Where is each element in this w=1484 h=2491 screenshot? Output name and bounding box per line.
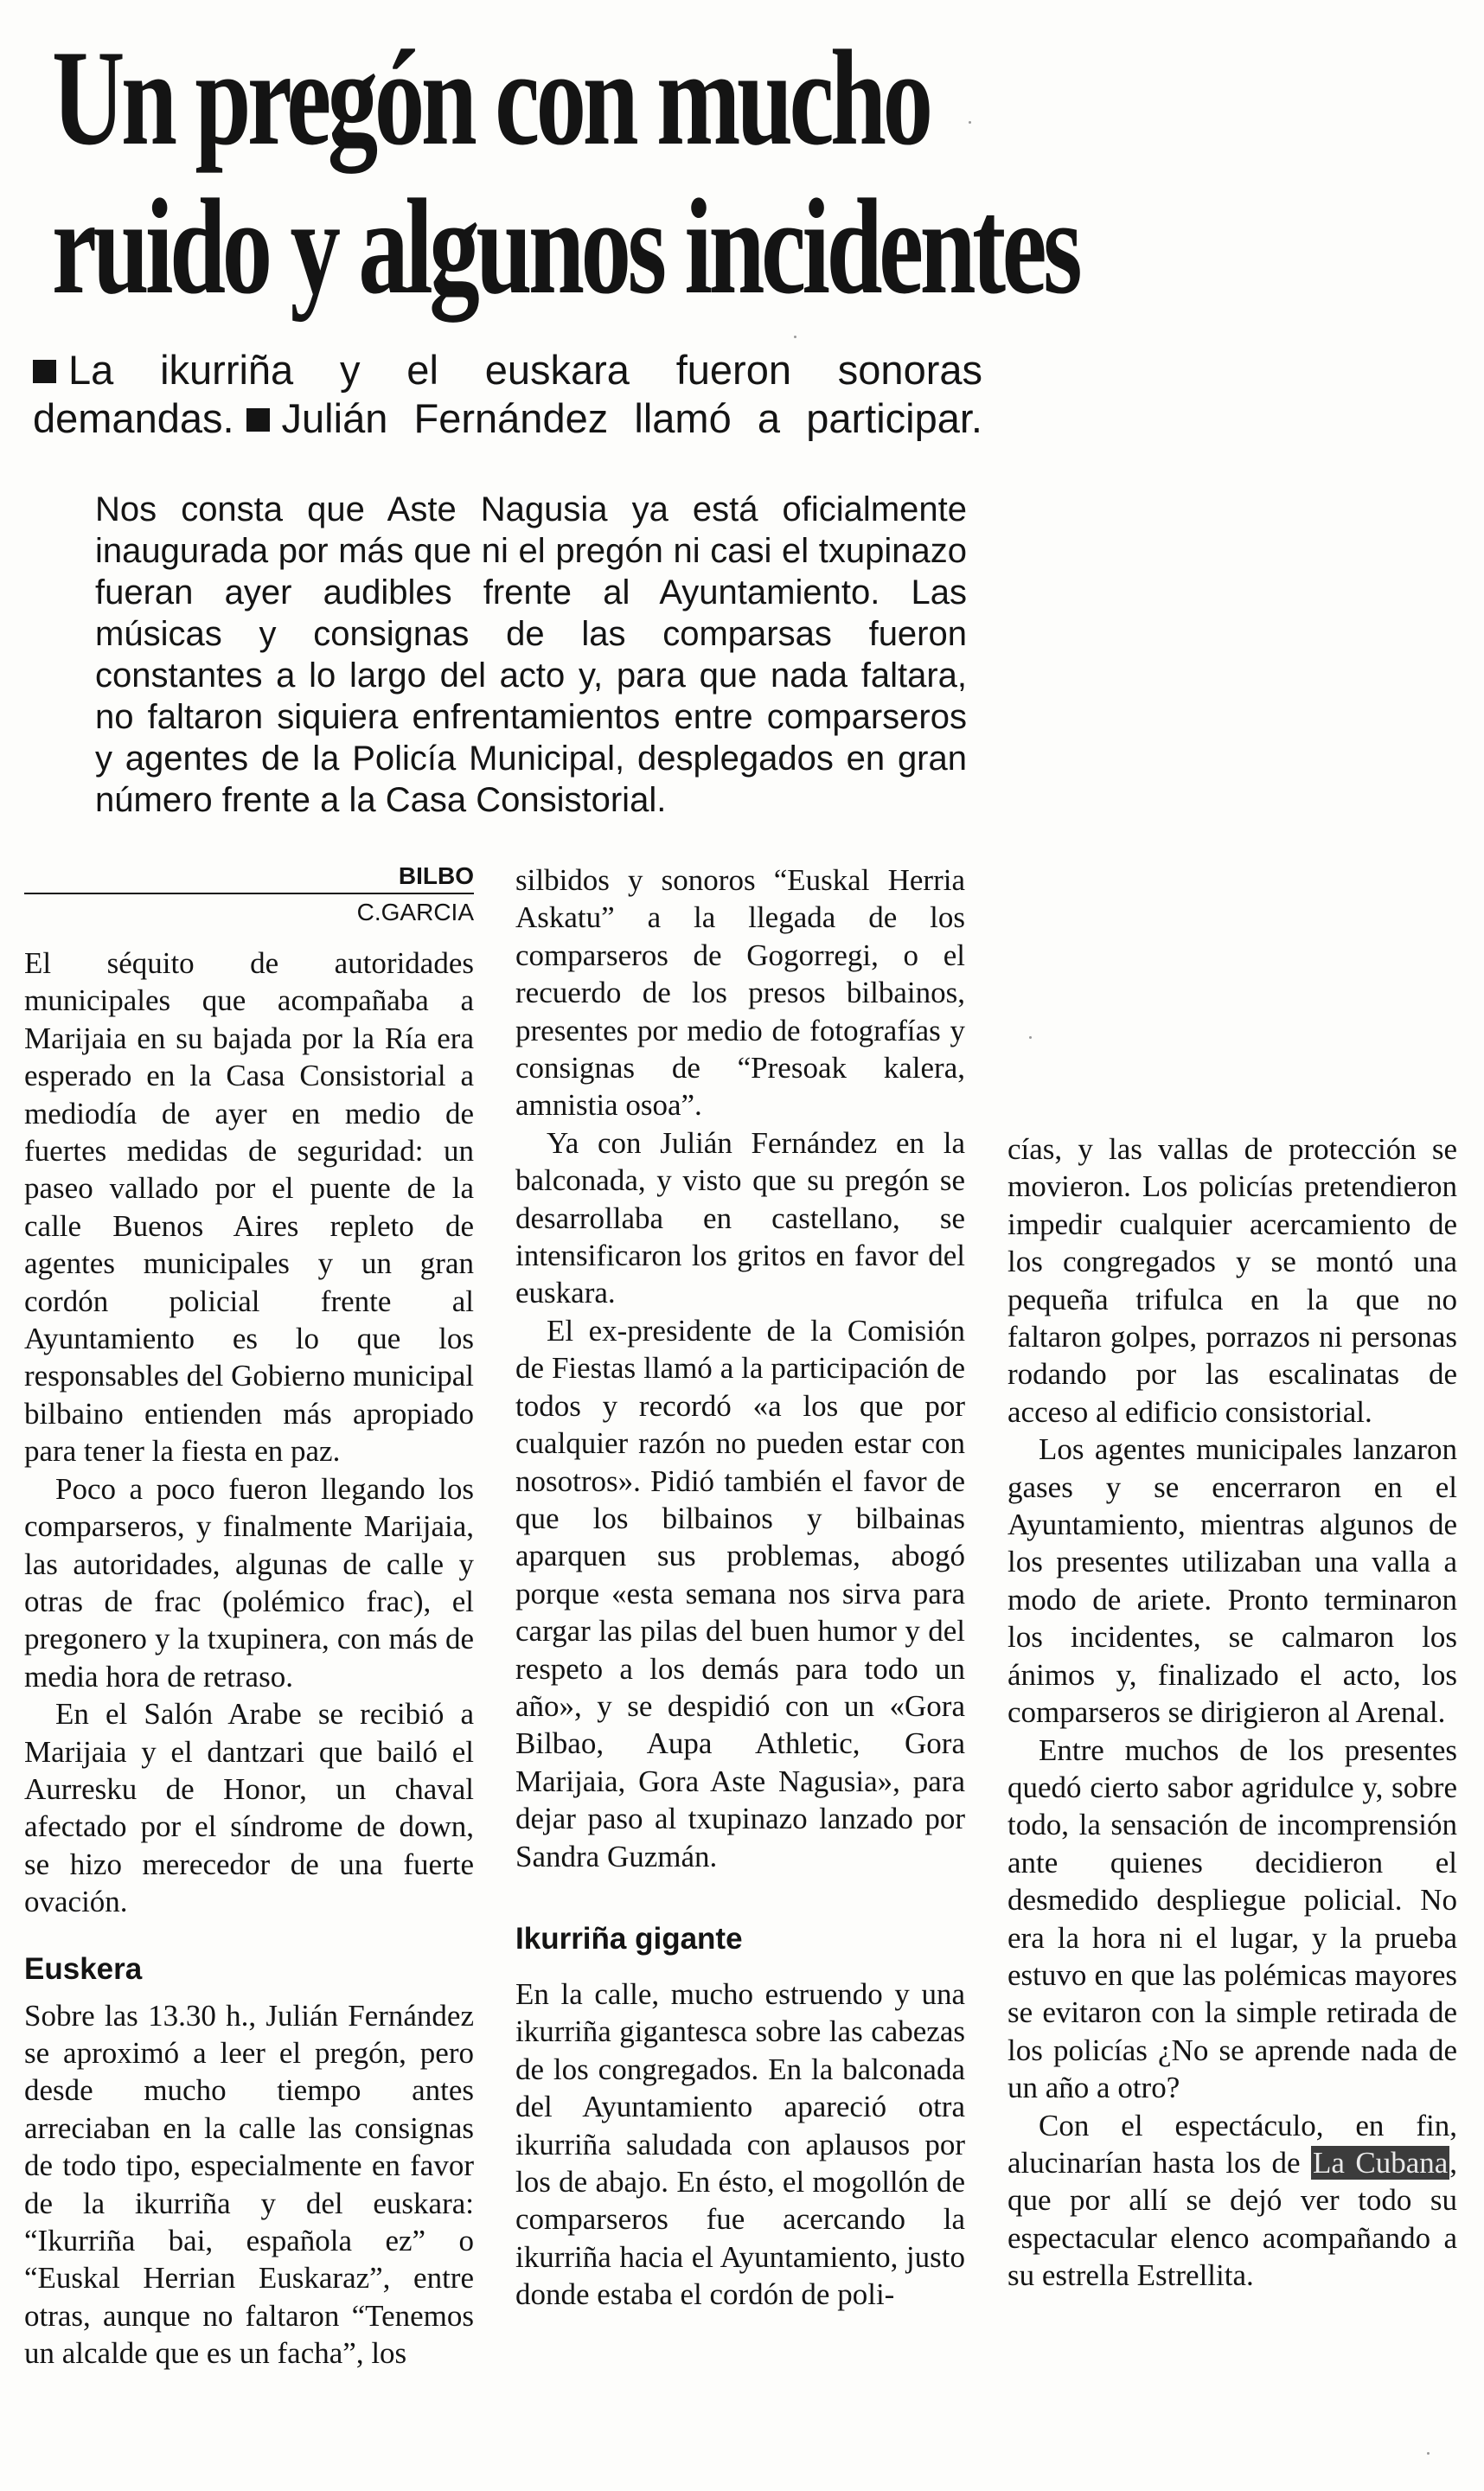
column-2 xyxy=(515,861,965,2314)
paragraph: En el Salón Arabe se recibió a Marijaia y el dantzari que bailó el Aurresku de Honor, un chaval afectado por el síndrome de down, se hizo merecedor de una fuerte ovación. xyxy=(24,1697,474,1919)
column-3 xyxy=(1007,1130,1457,2295)
subtitle xyxy=(33,346,982,443)
text: Con el espectáculo, en fin, alucinarían hasta los de xyxy=(1007,2108,1457,2180)
paragraph: Poco a poco fueron llegando los comparseros, y finalmente Marijaia, las autoridades, algunas de calle y otras de frac (polémico frac), el pregonero y la txupinera, con más de media hora de retraso. xyxy=(24,1471,474,1694)
subtitle-part-1: La ikurriña y el euskara fueron sonoras demandas. xyxy=(33,347,982,441)
paragraph: En la calle, mucho estruendo y una ikurriña gigantesca sobre las cabezas de los congregados. En la balconada del Ayuntamiento apareció otra ikurriña saludada con aplausos por los de abajo. En ésto, el mogollón de comparseros fue acercando la ikurriña hacia el Ayuntamiento, justo donde estaba el cordón de poli- xyxy=(515,1976,965,2312)
lead-paragraph: Nos consta que Aste Nagusia ya está oficialmente inaugurada por más que ni el pregón ni casi el txupinazo fueran ayer audibles frente al Ayuntamiento. Las músicas y consignas de las comparsas fueron constantes a lo largo del acto y, para que nada faltara, no faltaron siquiera enfrentamientos entre comparseros y agentes de la Policía Municipal, desplegados en gran número frente a la Casa Consistorial. xyxy=(95,490,967,819)
scan-speck xyxy=(794,336,796,338)
subtitle-part-2: Julián Fernández llamó a participar. xyxy=(281,395,982,441)
square-bullet-icon xyxy=(33,360,56,383)
paragraph: El séquito de autoridades municipales que acompañaba a Marijaia en su bajada por la Ría era esperado en la Casa Consistorial a mediodía de ayer en medio de fuertes medidas de seguridad: un paseo vallado por el puente de la calle Buenos Aires repleto de agentes municipales y un gran cordón policial frente al Ayuntamiento es lo que los responsables del Gobierno municipal bilbaino entienden más apropiado para tener la fiesta en paz. xyxy=(24,946,475,1469)
scan-speck xyxy=(969,121,971,124)
scan-speck xyxy=(1427,2452,1430,2455)
paragraph: Sobre las 13.30 h., Julián Fernández se aproximó a leer el pregón, pero desde mucho tiempo antes arreciaban en la calle las consignas de todo tipo, especialmente en favor de la ikurriña y del euskara: “Ikurriña bai, española ez” o “Euskal Herrian Euskaraz”, entre otras, aunque no faltaron “Tenemos un alcalde que es un facha”, los xyxy=(24,1998,474,2371)
paragraph: Ya con Julián Fernández en la balconada, y visto que su pregón se desarrollaba en castellano, se intensificaron los gritos en favor del euskara. xyxy=(515,1125,965,1310)
headline xyxy=(52,22,1079,323)
byline-rule xyxy=(24,893,474,894)
paragraph: silbidos y sonoros “Euskal Herria Askatu” a la llegada de los comparseros de Gogorregi, o el recuerdo de los presos bilbainos, presentes por medio de fotografías y consignas de “Presoak kalera, amnistia osoa”. xyxy=(515,863,965,1123)
column-1 xyxy=(24,945,474,2373)
byline-author: C.GARCIA xyxy=(356,899,474,925)
section-heading-euskera: Euskera xyxy=(24,1951,143,1986)
paragraph: El ex-presidente de la Comisión de Fiestas llamó a la participación de todos y recordó «a los que por cualquier razón no pueden estar con nosotros». Pidió también el favor de que los bilbainos y bilbainas aparquen sus problemas, abogó porque «esta semana nos sirva para cargar las pilas del buen humor y del respeto a los demás para todo un año», y se despidió con un «Gora Bilbao, Aupa Athletic, Gora Marijaia, Gora Aste Nagusia», para dejar paso al txupinazo lanzado por Sandra Guzmán. xyxy=(515,1313,965,1873)
headline-line-1: Un pregón con mucho xyxy=(52,22,930,174)
scan-speck xyxy=(1029,1036,1032,1039)
section-heading-ikurrina-gigante: Ikurriña gigante xyxy=(515,1921,743,1956)
paragraph: Entre muchos de los presentes quedó cierto sabor agridulce y, sobre todo, la sensación de incomprensión ante quienes decidieron el desmedido despliegue policial. No era la hora ni el lugar, y la prueba estuvo en que las polémicas mayores se evitaron con la simple retirada de los policías ¿No se aprende nada de un año a otro? xyxy=(1007,1732,1457,2105)
headline-line-2: ruido y algunos incidentes xyxy=(52,171,1079,323)
square-bullet-icon xyxy=(246,408,270,432)
paragraph xyxy=(1007,2107,1457,2295)
byline-place: BILBO xyxy=(398,862,474,889)
text: , que por allí se dejó ver todo su espectacular elenco acompañando a su estrella Estrellita. xyxy=(1007,2145,1458,2293)
paragraph: cías, y las vallas de protección se movieron. Los policías pretendieron impedir cualquier acercamiento de los congregados y se montó una pequeña trifulca en la que no faltaron golpes, porrazos ni personas rodando por las escalinatas de acceso al edificio consistorial. xyxy=(1007,1132,1457,1429)
highlighted-text: La Cubana xyxy=(1313,2145,1449,2180)
byline xyxy=(24,861,474,927)
paragraph: Los agentes municipales lanzaron gases y se encerraron en el Ayuntamiento, mientras algunos de los presentes utilizaban una valla a modo de ariete. Pronto terminaron los incidentes, se calmaron los ánimos y, finalizado el acto, los comparseros se dirigieron al Arenal. xyxy=(1007,1432,1457,1730)
